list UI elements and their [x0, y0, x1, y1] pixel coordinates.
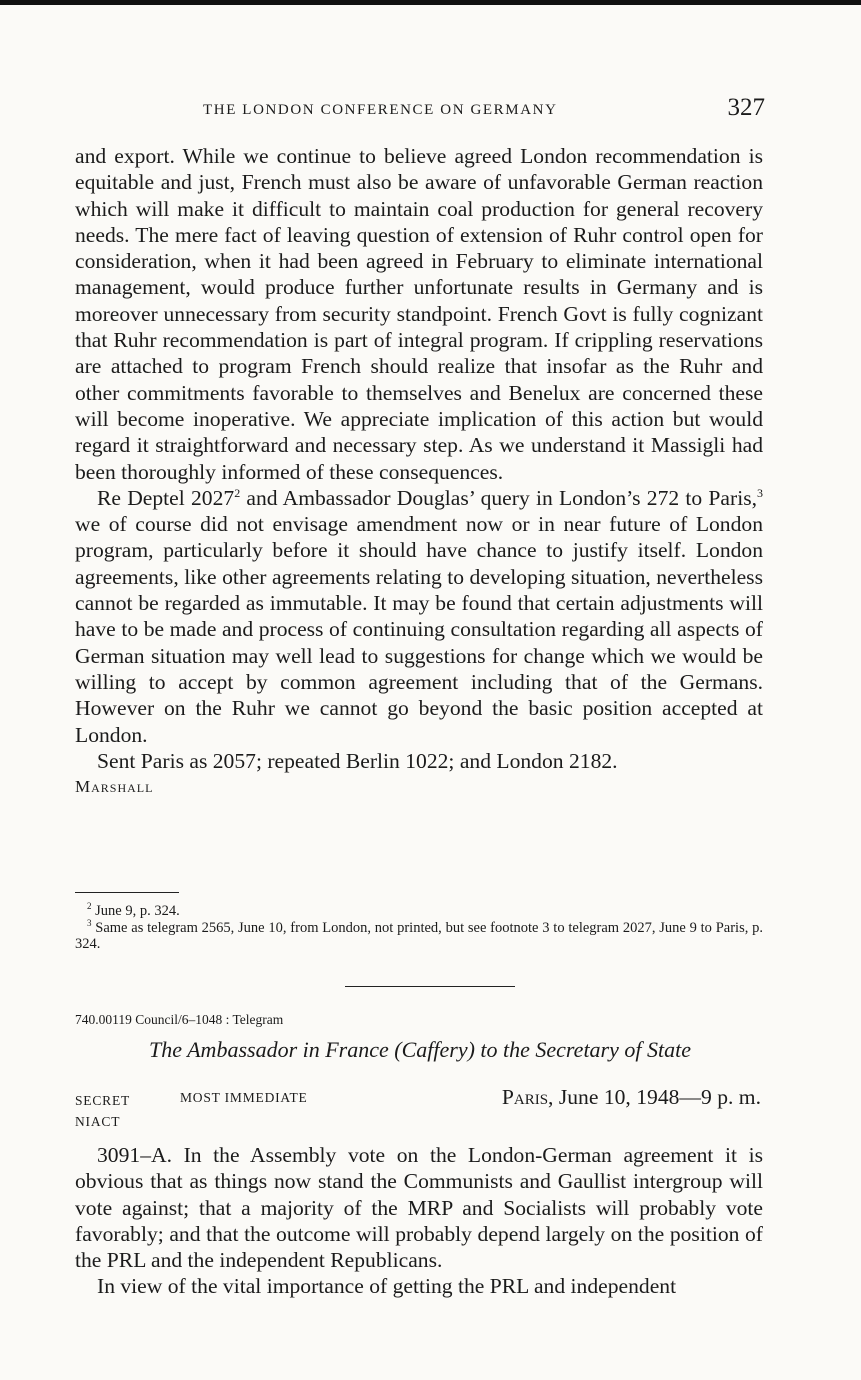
paragraph-continuation: and export. While we continue to believe agreed London recommendation is equitable and just, French must also be aware of unfavorable German reaction which will make it difficult to maintain coal production for general recovery needs. The mere fact of leaving question of extension of Ruhr control open for consideration, when it had been agreed in February to eliminate international management, would produce further unfortunate results in Germany and is moreover unnecessary from security standpoint. French Govt is fully cognizant that Ruhr recommendation is part of integral program. If crippling reservations are attached to program French should realize that insofar as the Ruhr and other commitments favorable to themselves and Benelux are concerned these will become inoperative. We appreciate implication of this action but would regard it straightforward and necessary step. As we understand it Massigli had been thoroughly informed of these consequences. — [75, 144, 763, 484]
footnote-2-text: June 9, p. 324. — [95, 903, 180, 919]
place-label: Paris, — [501, 1085, 554, 1109]
footnotes — [75, 903, 763, 953]
distribution-label: NIACT — [75, 1114, 121, 1129]
footnote-3 — [75, 917, 763, 953]
p2-text-c: we of course did not envisage amendment now or in near future of London program, particularly before it should have chance to justify itself. London agreements, like other agreements relating to developing situation, nevertheless cannot be regarded as immutable. It may be found that certain adjustments will have to be made and process of continuing consultation regarding all aspects of German situation may well lead to suggestions for change which we would be willing to accept by common agreement including that of the Germans. However on the Ruhr we cannot go beyond the basic position accepted at London. — [75, 512, 763, 747]
sent-line: Sent Paris as 2057; repeated Berlin 1022; and London 2182. — [97, 748, 618, 773]
running-title: THE LONDON CONFERENCE ON GERMANY — [203, 102, 558, 118]
footnote-ref-2: 2 — [234, 485, 241, 500]
footnote-ref-3: 3 — [757, 485, 763, 500]
p2-text-a: Re Deptel 2027 — [97, 485, 235, 510]
document-title: The Ambassador in France (Caffery) to the Secretary of State — [149, 1037, 691, 1062]
signature — [75, 774, 763, 800]
telegram-body — [75, 1142, 763, 1300]
date-label: June 10, 1948—9 p. m. — [558, 1085, 761, 1109]
main-body — [75, 143, 763, 800]
file-reference: 740.00119 Council/6–1048 : Telegram — [75, 1012, 284, 1027]
priority-label: MOST IMMEDIATE — [180, 1090, 308, 1105]
paragraph-deptel — [75, 485, 763, 748]
footnote-2 — [75, 903, 763, 920]
classification-label: SECRET — [75, 1093, 131, 1108]
telegram-paragraph-2: In view of the vital importance of getting the PRL and independent — [97, 1274, 677, 1299]
p2-text-b: and Ambassador Douglas’ query in London’s 272 to Paris, — [240, 485, 757, 510]
telegram-paragraph-1: 3091–A. In the Assembly vote on the London-German agreement it is obvious that as things now stand the Communists and Gaullist intergroup will vote against; that a majority of the MRP and Socialists will probably vote favorably; and that the outcome will probably depend largely on the position of the PRL and the independent Republicans. — [75, 1143, 763, 1273]
page-number: 327 — [727, 94, 765, 121]
page-header — [75, 94, 765, 128]
footnote-3-mark: 3 — [87, 917, 92, 928]
place-date — [502, 1085, 761, 1110]
telegram-meta-left — [75, 1090, 130, 1132]
top-edge-bar — [0, 0, 861, 5]
footnote-2-mark: 2 — [87, 901, 92, 912]
footnote-rule — [75, 892, 179, 893]
footnote-3-text: Same as telegram 2565, June 10, from London, not printed, but see footnote 3 to telegram 2027, June 9 to Paris, p. 324. — [75, 919, 763, 952]
signature-name: Marshall — [75, 777, 154, 797]
section-separator — [345, 986, 515, 987]
